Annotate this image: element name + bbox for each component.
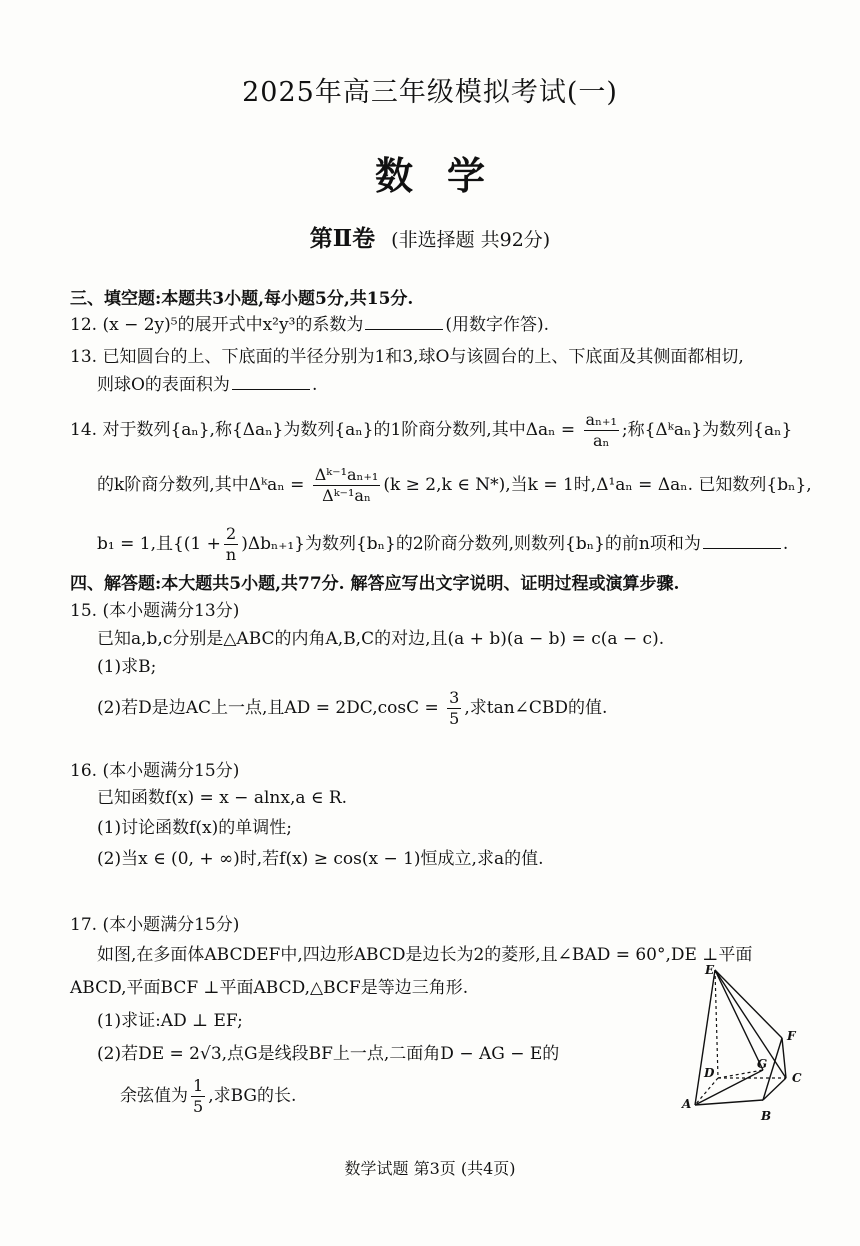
q15-part2	[97, 688, 607, 729]
q15-title: 15. (本小题满分13分)	[70, 601, 240, 621]
question-13-line2	[97, 374, 317, 396]
volume-note: (非选择题 共92分)	[391, 229, 551, 251]
section3-heading: 三、填空题:本题共3小题,每小题5分,共15分.	[70, 289, 414, 309]
numerator: aₙ₊₁	[585, 410, 617, 429]
question-14-line2	[97, 465, 812, 506]
denominator: Δᵏ⁻¹aₙ	[322, 486, 371, 505]
denominator: aₙ	[592, 431, 610, 450]
q17-text: ,求BG的长.	[208, 1086, 297, 1106]
answer-blank	[365, 315, 443, 330]
subject-title: 数学	[374, 153, 519, 198]
q16-part2: (2)当x ∈ (0, + ∞)时,若f(x) ≥ cos(x − 1)恒成立,求a的值.	[97, 849, 544, 869]
q15-text: (2)若D是边AC上一点,且AD = 2DC,cosC =	[97, 698, 439, 718]
q16-title: 16. (本小题满分15分)	[70, 761, 240, 781]
q14-period: .	[782, 534, 789, 554]
volume-name: 第Ⅱ卷	[309, 225, 376, 252]
denominator: n	[225, 545, 237, 564]
page-footer: 数学试题 第3页 (共4页)	[344, 1159, 516, 1178]
volume-heading	[0, 220, 860, 253]
fraction	[313, 465, 381, 506]
fraction	[224, 524, 238, 565]
q17-part1: (1)求证:AD ⊥ EF;	[97, 1011, 243, 1031]
label-D: D	[704, 1066, 715, 1080]
label-B: B	[761, 1109, 772, 1123]
q17-line2: ABCD,平面BCF ⊥平面ABCD,△BCF是等边三角形.	[70, 978, 469, 998]
edge-EA	[695, 970, 715, 1105]
edge-ED-hidden	[715, 970, 718, 1078]
label-E: E	[705, 963, 715, 977]
question-12	[70, 314, 549, 336]
numerator: 1	[193, 1076, 204, 1095]
edge-EG	[715, 970, 763, 1070]
q17-line1: 如图,在多面体ABCDEF中,四边形ABCD是边长为2的菱形,且∠BAD = 60°,DE ⊥平面	[97, 945, 753, 965]
q14-text: ;称{Δᵏaₙ}为数列{aₙ}	[621, 420, 793, 440]
q13-text: 则球O的表面积为	[97, 375, 230, 395]
exam-title: 2025年高三年级模拟考试(一)	[242, 77, 618, 108]
question-14-line3	[97, 524, 788, 565]
q14-text: (k ≥ 2,k ∈ N*),当k = 1时,Δ¹aₙ = Δaₙ. 已知数列{bₙ},	[383, 475, 812, 495]
q16-line1: 已知函数f(x) = x − alnx,a ∈ R.	[97, 788, 348, 808]
label-C: C	[792, 1071, 802, 1085]
denominator: 5	[449, 709, 460, 728]
label-G: G	[757, 1057, 768, 1071]
polyhedron-figure	[660, 960, 820, 1130]
q12-text: 12. (x − 2y)⁵的展开式中x²y³的系数为	[70, 315, 364, 335]
edge-AB	[695, 1100, 763, 1105]
q15-part1: (1)求B;	[97, 657, 157, 677]
section4-heading: 四、解答题:本大题共5小题,共77分. 解答应写出文字说明、证明过程或演算步骤.	[70, 574, 680, 594]
question-13-line1: 13. 已知圆台的上、下底面的半径分别为1和3,球O与该圆台的上、下底面及其侧面都相切,	[70, 347, 744, 367]
q14-text: b₁ = 1,且{(1 +	[97, 534, 221, 554]
answer-blank	[232, 375, 310, 390]
fraction	[191, 1076, 205, 1117]
q15-line1: 已知a,b,c分别是△ABC的内角A,B,C的对边,且(a + b)(a − b) = c(a − c).	[97, 629, 665, 649]
q12-text-end: (用数字作答).	[445, 315, 550, 335]
label-F: F	[787, 1029, 796, 1043]
edge-EF	[715, 970, 782, 1038]
q16-part1: (1)讨论函数f(x)的单调性;	[97, 818, 292, 838]
numerator: 3	[449, 688, 460, 707]
q13-period: .	[311, 375, 318, 395]
q15-text: ,求tan∠CBD的值.	[464, 698, 608, 718]
q14-text: 的k阶商分数列,其中Δᵏaₙ =	[97, 475, 305, 495]
q17-title: 17. (本小题满分15分)	[70, 915, 240, 935]
numerator: 2	[224, 524, 238, 545]
answer-blank	[703, 534, 781, 549]
q17-text: 余弦值为	[120, 1086, 188, 1106]
q14-text: 14. 对于数列{aₙ},称{Δaₙ}为数列{aₙ}的1阶商分数列,其中Δaₙ =	[70, 420, 576, 440]
question-14-line1	[70, 410, 792, 451]
fraction	[447, 688, 461, 729]
q14-text: )Δbₙ₊₁}为数列{bₙ}的2阶商分数列,则数列{bₙ}的前n项和为	[241, 534, 701, 554]
denominator: 5	[193, 1097, 204, 1116]
q17-part2: (2)若DE = 2√3,点G是线段BF上一点,二面角D − AG − E的	[97, 1044, 560, 1064]
fraction	[584, 410, 619, 451]
numerator: Δᵏ⁻¹aₙ₊₁	[314, 465, 379, 484]
label-A: A	[682, 1097, 692, 1111]
q17-part3	[120, 1076, 296, 1117]
